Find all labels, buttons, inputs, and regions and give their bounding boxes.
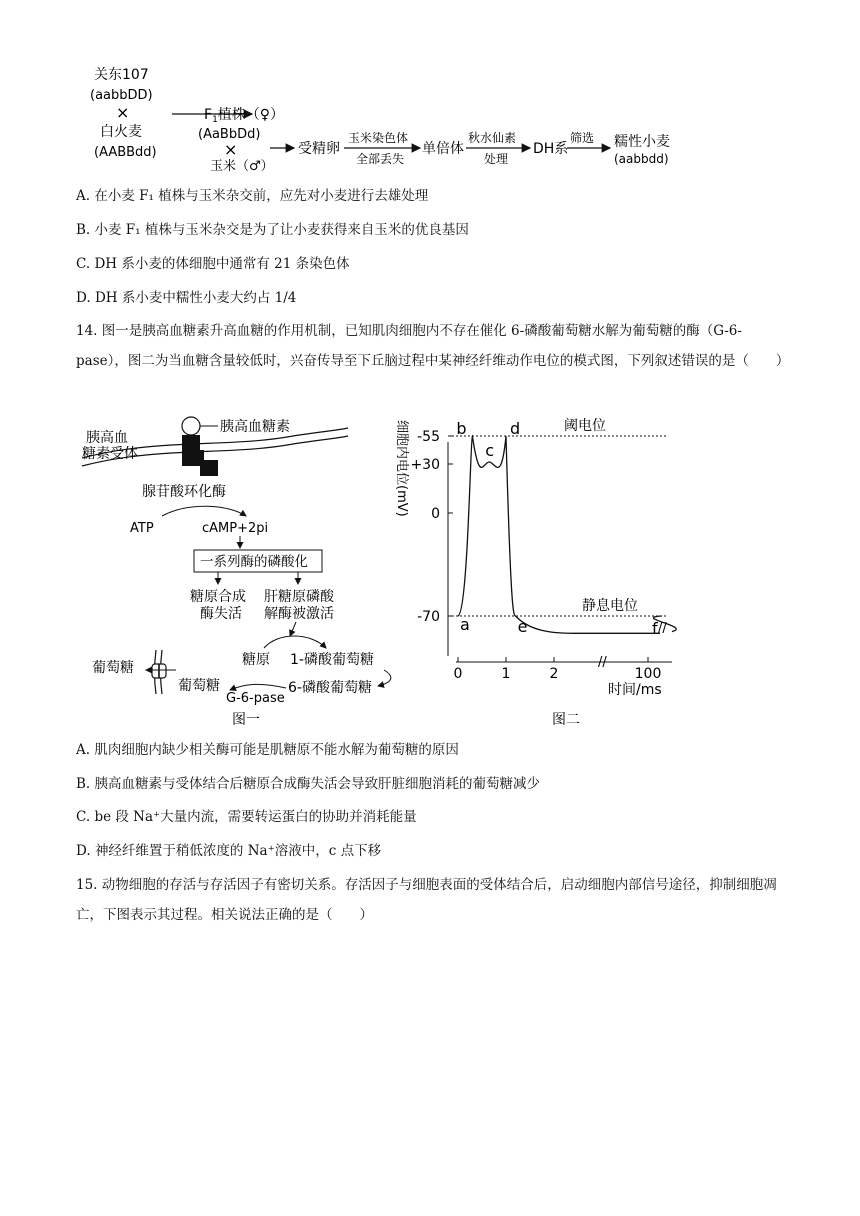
x-tick-label: 1 <box>501 666 511 682</box>
glucose-outside: 葡萄糖 <box>92 660 134 676</box>
point-label-b: b <box>456 419 467 438</box>
x-tick-label: 0 <box>453 666 463 682</box>
cross-symbol-2: × <box>224 140 238 159</box>
figure-2-chart <box>396 412 696 730</box>
receptor-label-2: 糖素受体 <box>82 446 138 462</box>
cross-diagram <box>80 62 700 172</box>
axis-break: // <box>598 655 607 670</box>
y-tick-label: -55 <box>417 429 440 445</box>
resting-label: 静息电位 <box>582 598 638 614</box>
atp-label: ATP <box>130 521 154 536</box>
step2-top: 秋水仙素 <box>468 131 517 145</box>
parent2-name: 白火麦 <box>100 124 142 140</box>
synthase-label-2: 酶失活 <box>200 606 242 622</box>
figure-1 <box>78 412 408 730</box>
parent1-genotype: (aabbDD) <box>90 88 153 103</box>
x-tick-label: 2 <box>549 666 559 682</box>
parent1-name: 关东107 <box>94 67 149 83</box>
q14-option-a: A. 肌肉细胞内缺少相关酶可能是肌糖原不能水解为葡萄糖的原因 <box>76 742 459 758</box>
step1-top: 玉米染色体 <box>348 131 409 145</box>
phosphorylase-label-1: 肝糖原磷酸 <box>264 589 334 605</box>
glycogen-label: 糖原 <box>242 652 270 668</box>
threshold-label: 阈电位 <box>564 418 606 434</box>
maize-label: 玉米（♂） <box>210 159 274 174</box>
q15-stem: 15. 动物细胞的存活与存活因子有密切关系。存活因子与细胞表面的受体结合后，启动细胞内部信号途径，抑制细胞凋亡，下图表示其过程。相关说法正确的是（ ） <box>76 877 777 923</box>
glucagon-molecule <box>182 417 200 435</box>
y-tick-label: 0 <box>431 506 440 522</box>
x-axis-label: 时间/ms <box>608 682 662 698</box>
point-label-f: f <box>652 619 658 638</box>
result-name: 糯性小麦 <box>614 134 670 150</box>
step3-label: 筛选 <box>570 131 595 145</box>
figure-1-caption: 图一 <box>232 712 260 728</box>
glucagon-label: 胰高血糖素 <box>220 419 290 435</box>
phosphorylase-label-2: 解酶被激活 <box>264 606 334 622</box>
point-label-c: c <box>485 441 494 460</box>
q14-option-c: C. be 段 Na⁺大量内流，需要转运蛋白的协助并消耗能量 <box>76 809 417 825</box>
cross-symbol-1: × <box>116 103 130 122</box>
curve-break: // <box>658 620 667 636</box>
step1-bottom: 全部丢失 <box>356 152 405 166</box>
enzyme-label: 腺苷酸环化酶 <box>142 484 226 500</box>
g1p-label: 1-磷酸葡萄糖 <box>290 652 374 668</box>
step2-bottom: 处理 <box>484 152 509 166</box>
g6p-label: 6-磷酸葡萄糖 <box>288 680 372 696</box>
q13-option-c: C. DH 系小麦的体细胞中通常有 21 条染色体 <box>76 256 350 272</box>
y-tick-label: -70 <box>417 609 440 625</box>
point-label-d: d <box>510 419 521 438</box>
camp-label: cAMP+2pi <box>202 521 269 536</box>
x-tick-label: 100 <box>634 666 662 682</box>
y-tick-label: +30 <box>410 457 440 473</box>
receptor <box>182 435 218 476</box>
q14-option-d: D. 神经纤维置于稍低浓度的 Na⁺溶液中，c 点下移 <box>76 843 382 859</box>
fertilized-egg: 受精卵 <box>298 141 340 157</box>
g6pase-label: G-6-pase <box>226 691 285 706</box>
result-genotype: (aabbdd) <box>614 152 669 166</box>
figure-2-caption: 图二 <box>552 712 580 728</box>
q13-option-d: D. DH 系小麦中糯性小麦大约占 1/4 <box>76 290 297 306</box>
phosphorylation-label: 一系列酶的磷酸化 <box>200 554 308 570</box>
parent2-genotype: (AABBdd) <box>94 145 157 160</box>
f1-genotype: (AaBbDd) <box>198 127 261 142</box>
haploid: 单倍体 <box>422 141 464 157</box>
dh-line: DH系 <box>533 141 569 157</box>
q13-option-b: B. 小麦 F₁ 植株与玉米杂交是为了让小麦获得来自玉米的优良基因 <box>76 222 469 238</box>
point-label-e: e <box>517 617 528 636</box>
q14-option-b: B. 胰高血糖素与受体结合后糖原合成酶失活会导致肝脏细胞消耗的葡萄糖减少 <box>76 776 541 792</box>
f1-label: $F_1$植株（♀） <box>204 107 285 125</box>
q14-stem: 14. 图一是胰高血糖素升高血糖的作用机制，已知肌肉细胞内不存在催化 6-磷酸葡萄糖水解为葡萄糖的酶（G-6-pase），图二为当血糖含量较低时，兴奋传导至下丘脑过程中某神经纤维动作电位的模式图，下列叙述错误的是（ ） <box>76 323 790 369</box>
q13-option-a: A. 在小麦 F₁ 植株与玉米杂交前，应先对小麦进行去雄处理 <box>76 188 429 204</box>
point-label-a: a <box>460 615 470 634</box>
glucose-inside: 葡萄糖 <box>178 678 220 694</box>
synthase-label-1: 糖原合成 <box>190 589 246 605</box>
receptor-label-1: 胰高血 <box>86 430 128 446</box>
y-axis-label: 细胞内电位(mV) <box>394 420 409 517</box>
